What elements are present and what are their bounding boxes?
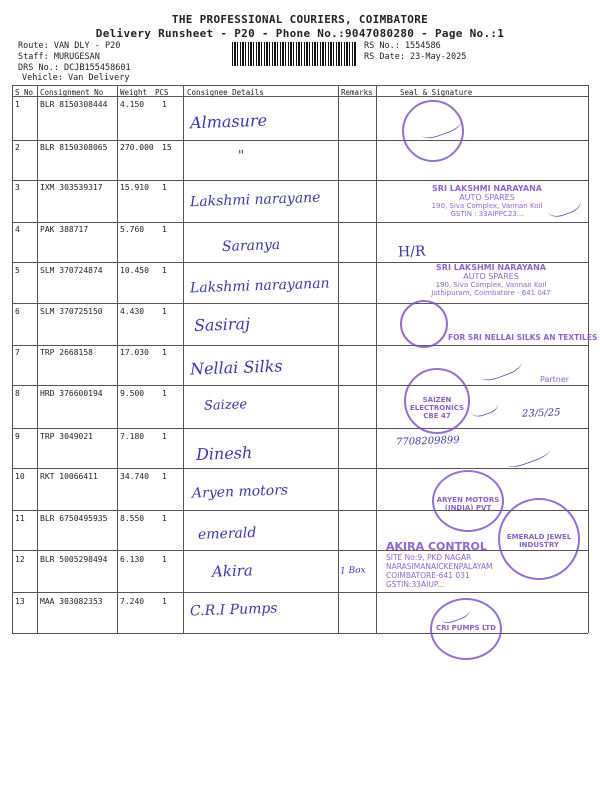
col-header-weight: Weight bbox=[120, 88, 148, 97]
col-header-consignment: Consignment No bbox=[40, 88, 104, 97]
rs-number: RS No.: 1554586 bbox=[364, 41, 441, 51]
col-divider bbox=[376, 85, 377, 633]
row-sno: 5 bbox=[15, 266, 20, 275]
stamp-text: EMERALD JEWEL INDUSTRY bbox=[506, 532, 572, 549]
row-pcs: 15 bbox=[162, 143, 172, 152]
row-sno: 9 bbox=[15, 432, 20, 441]
row-pcs: 1 bbox=[162, 389, 167, 398]
row-consignment: TRP 2668158 bbox=[40, 348, 93, 357]
row-divider bbox=[12, 180, 588, 181]
row-divider bbox=[12, 222, 588, 223]
col-header-remarks: Remarks bbox=[341, 88, 373, 97]
consignee-handwriting: Almasure bbox=[189, 110, 268, 133]
row-pcs: 1 bbox=[162, 555, 167, 564]
row-consignment: BLR 8150308065 bbox=[40, 143, 108, 152]
row-consignment: HRD 376600194 bbox=[40, 389, 103, 398]
row-consignment: TRP 3049021 bbox=[40, 432, 93, 441]
consignee-handwriting: Akira bbox=[211, 561, 254, 581]
stamp-address: 190, Siva Complex, Vannan Koil bbox=[435, 281, 547, 289]
stamp-text: SAIZEN ELECTRONICS CBE 47 bbox=[409, 396, 465, 421]
stamp-city: COIMBATORE-641 031 bbox=[386, 571, 470, 580]
stamp-subname: AUTO SPARES bbox=[459, 193, 515, 202]
handwritten-date: 23/5/25 bbox=[521, 407, 561, 420]
row-pcs: 1 bbox=[162, 266, 167, 275]
row-sno: 11 bbox=[15, 514, 25, 523]
row-consignment: IXM 303539317 bbox=[40, 183, 103, 192]
saizen-round-stamp bbox=[404, 368, 470, 434]
row-pcs: 1 bbox=[162, 472, 167, 481]
stamp-name: AKIRA CONTROL bbox=[386, 540, 487, 553]
row-weight: 34.740 bbox=[120, 472, 149, 481]
row-pcs: 1 bbox=[162, 100, 167, 109]
row-consignment: SLM 370724874 bbox=[40, 266, 103, 275]
vehicle-label: Vehicle: Van Delivery bbox=[22, 73, 130, 83]
row-divider bbox=[12, 592, 588, 593]
row-weight: 7.180 bbox=[120, 432, 145, 441]
consignee-handwriting: Lakshmi narayane bbox=[189, 189, 321, 211]
consignee-handwriting: Saranya bbox=[221, 236, 281, 256]
row-sno: 10 bbox=[15, 472, 25, 481]
row-weight: 5.760 bbox=[120, 225, 145, 234]
akira-stamp bbox=[386, 540, 510, 589]
stamp-gst: GSTIN : 33AIPPC23... bbox=[450, 210, 524, 218]
consignee-handwriting: Lakshmi narayanan bbox=[189, 275, 330, 297]
rs-date: RS Date: 23-May-2025 bbox=[364, 52, 467, 62]
col-divider bbox=[183, 85, 184, 633]
col-divider bbox=[117, 85, 118, 633]
row-sno: 2 bbox=[15, 143, 20, 152]
business-stamp bbox=[402, 263, 580, 297]
col-divider bbox=[12, 85, 13, 633]
col-divider bbox=[37, 85, 38, 633]
stamp-site: SITE No:9, PKD NAGAR bbox=[386, 553, 472, 562]
consignee-handwriting: Dinesh bbox=[195, 443, 253, 464]
consignee-handwriting: Sasiraj bbox=[193, 314, 251, 335]
consignee-handwriting: emerald bbox=[197, 524, 257, 544]
row-divider bbox=[12, 468, 588, 469]
row-weight: 9.500 bbox=[120, 389, 145, 398]
row-sno: 4 bbox=[15, 225, 20, 234]
consignee-handwriting: C.R.I Pumps bbox=[189, 600, 278, 620]
col-header-consignee: Consignee Details bbox=[187, 88, 264, 97]
partner-label: Partner bbox=[540, 375, 570, 384]
row-sno: 7 bbox=[15, 348, 20, 357]
row-weight: 15.910 bbox=[120, 183, 149, 192]
row-weight: 270.000 bbox=[120, 143, 154, 152]
stamp-city: Jothipuram, Coimbatore - 641 047 bbox=[431, 289, 551, 297]
handwritten-phone: 7708209899 bbox=[395, 434, 460, 449]
row-weight: 4.150 bbox=[120, 100, 145, 109]
aryen-round-stamp bbox=[432, 470, 504, 532]
handwritten-note: H/R bbox=[397, 243, 426, 261]
row-weight: 7.240 bbox=[120, 597, 145, 606]
stamp-name: SRI LAKSHMI NARAYANA bbox=[432, 184, 542, 193]
row-consignment: BLR 8150308444 bbox=[40, 100, 108, 109]
row-divider bbox=[12, 345, 588, 346]
emerald-round-stamp bbox=[498, 498, 580, 580]
row-pcs: 1 bbox=[162, 432, 167, 441]
table-top-border bbox=[12, 85, 588, 86]
row-weight: 4.430 bbox=[120, 307, 145, 316]
row-sno: 13 bbox=[15, 597, 25, 606]
signature-scribble bbox=[476, 351, 524, 384]
remarks-handwriting: 1 Box bbox=[339, 565, 366, 577]
col-header-pcs: PCS bbox=[155, 88, 169, 97]
stamp-gst: GSTIN:33AIUP... bbox=[386, 580, 445, 589]
consignee-handwriting: Saizee bbox=[203, 397, 248, 414]
row-divider bbox=[12, 140, 588, 141]
consignee-handwriting: Aryen motors bbox=[191, 482, 289, 502]
col-header-seal: Seal & Signature bbox=[400, 88, 473, 97]
round-stamp bbox=[400, 300, 448, 348]
stamp-subname: AUTO SPARES bbox=[463, 272, 519, 281]
signature-scribble bbox=[468, 394, 500, 420]
consignee-handwriting: Nellai Silks bbox=[189, 356, 283, 379]
runsheet-title: Delivery Runsheet - P20 - Phone No.:9047080280 - Page No.:1 bbox=[95, 27, 505, 40]
row-sno: 3 bbox=[15, 183, 20, 192]
row-consignment: PAK 388717 bbox=[40, 225, 89, 234]
company-title: THE PROFESSIONAL COURIERS, COIMBATORE bbox=[171, 13, 429, 26]
row-pcs: 1 bbox=[162, 597, 167, 606]
stamp-address: 190, Siva Complex, Vannan Koil bbox=[431, 202, 543, 210]
route-label: Route: VAN DLY - P20 bbox=[18, 41, 121, 51]
nellai-stamp: FOR SRI NELLAI SILKS AN TEXTILES bbox=[448, 333, 598, 342]
row-consignment: BLR 5005298494 bbox=[40, 555, 108, 564]
row-pcs: 1 bbox=[162, 514, 167, 523]
row-consignment: SLM 370725150 bbox=[40, 307, 103, 316]
row-weight: 8.550 bbox=[120, 514, 145, 523]
staff-label: Staff: MURUGESAN bbox=[18, 52, 100, 62]
row-sno: 1 bbox=[15, 100, 20, 109]
row-sno: 8 bbox=[15, 389, 20, 398]
col-header-sno: S No bbox=[15, 88, 34, 97]
stamp-area: NARASIMANAICKENPALAYAM bbox=[386, 562, 493, 571]
row-sno: 6 bbox=[15, 307, 20, 316]
row-consignment: RKT 10066411 bbox=[40, 472, 98, 481]
row-weight: 17.030 bbox=[120, 348, 149, 357]
row-pcs: 1 bbox=[162, 183, 167, 192]
row-pcs: 1 bbox=[162, 348, 167, 357]
stamp-name: SRI LAKSHMI NARAYANA bbox=[436, 263, 546, 272]
row-weight: 6.130 bbox=[120, 555, 145, 564]
barcode-image bbox=[232, 42, 356, 66]
row-divider bbox=[12, 428, 588, 429]
row-divider bbox=[12, 385, 588, 386]
row-weight: 10.450 bbox=[120, 266, 149, 275]
row-consignment: MAA 303082353 bbox=[40, 597, 103, 606]
row-sno: 12 bbox=[15, 555, 25, 564]
drs-label: DRS No.: DCJB155458601 bbox=[18, 63, 131, 73]
row-consignment: BLR 6750495935 bbox=[40, 514, 108, 523]
row-pcs: 1 bbox=[162, 225, 167, 234]
stamp-text: ARYEN MOTORS (INDIA) PVT bbox=[436, 496, 500, 513]
signature-scribble bbox=[504, 441, 552, 471]
col-divider bbox=[588, 85, 589, 633]
col-divider bbox=[338, 85, 339, 633]
consignee-handwriting: " bbox=[237, 147, 245, 165]
row-divider bbox=[12, 303, 588, 304]
stamp-text: CRI PUMPS LTD bbox=[436, 624, 496, 633]
row-pcs: 1 bbox=[162, 307, 167, 316]
